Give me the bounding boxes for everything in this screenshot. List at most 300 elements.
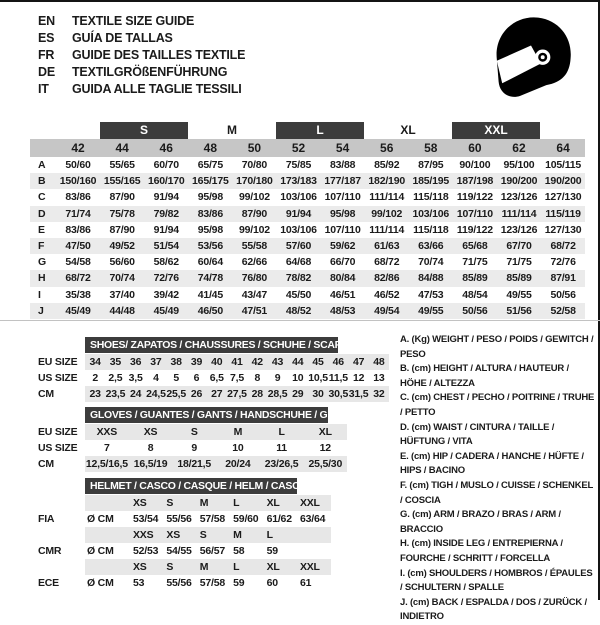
helmet-size-cell	[265, 527, 298, 543]
textile-cell: 51/54	[153, 239, 179, 252]
gloves-rows-row-2	[85, 456, 347, 472]
cell: 48	[373, 356, 385, 368]
cell: 31,5	[348, 388, 369, 400]
textile-cell: 70/80	[241, 159, 268, 171]
cell: 11	[276, 442, 287, 454]
helmet-size-cell-text: XL	[266, 561, 280, 573]
textile-cell: 65/68	[462, 239, 488, 252]
textile-cell: 46/52	[374, 288, 400, 301]
legend-item: I. (cm) SHOULDERS / HOMBROS / ÉPAULES / SCHULTERN / SPALLE	[400, 567, 593, 594]
helmet-size-cell-text: XXL	[299, 497, 320, 509]
cell: 24,5	[146, 388, 166, 400]
textile-cell: 82/86	[374, 272, 400, 285]
cell: 10,5	[308, 372, 328, 384]
helmet-value-cell-text: 57/58	[199, 577, 226, 589]
cell: 27,5	[227, 388, 247, 400]
textile-cell: 57/60	[285, 239, 312, 252]
textile-row-H	[30, 270, 585, 286]
cell: 39	[190, 356, 203, 368]
textile-cell: 115/118	[413, 191, 449, 204]
helmet-size-cell-text: M	[199, 561, 209, 573]
textile-cell: 177/187	[324, 175, 361, 188]
language-row	[38, 47, 245, 64]
textile-cell: 62/66	[241, 256, 268, 269]
textile-cell: 83/86	[197, 207, 223, 220]
cell: 10	[292, 372, 304, 384]
textile-cell: 65/75	[197, 159, 223, 171]
helmet-sizes-ECE	[85, 559, 331, 575]
cell: L	[278, 426, 285, 438]
helmet-size-cell-text: S	[166, 561, 174, 573]
helmet-size-cell	[231, 559, 264, 575]
textile-cell: 45/49	[65, 304, 91, 317]
shoes-row-label: US SIZE	[38, 372, 78, 384]
row-key: J	[38, 304, 44, 317]
helmet-size-cell-text	[298, 529, 300, 541]
helmet-value-cell-text: 52/53	[133, 545, 159, 557]
textile-cell: 63/66	[418, 239, 444, 252]
cell: 18/21,5	[177, 458, 212, 470]
cell: 16,5/19	[133, 458, 168, 470]
cell: 34	[89, 356, 101, 368]
cell: 8	[147, 442, 154, 454]
helmet-value-cell	[298, 511, 331, 527]
textile-row-J	[30, 303, 585, 319]
textile-cell: 160/170	[147, 175, 185, 188]
textile-cell: 52/58	[550, 304, 576, 317]
textile-size-group-header	[30, 122, 584, 139]
language-row	[38, 81, 245, 98]
cell: 2	[92, 372, 98, 384]
helmet-value-cell-text: 55/56	[166, 513, 192, 525]
textile-row-C	[30, 189, 585, 205]
helmet-size-cell	[231, 495, 264, 511]
helmet-standard-label: FIA	[38, 513, 55, 525]
textile-cell: 105/115	[545, 159, 582, 171]
shoes-row-label: CM	[38, 388, 54, 400]
helmet-standard-label: CMR	[38, 545, 62, 557]
textile-cell: 103/106	[280, 223, 317, 236]
cell: 43	[271, 356, 284, 368]
cell: 32	[373, 388, 385, 400]
textile-cell: 47/53	[418, 288, 444, 301]
textile-cell: 61/63	[374, 239, 400, 252]
cell: 46	[332, 356, 344, 368]
textile-cell: 95/98	[329, 207, 356, 220]
gloves-table-header: GLOVES / GUANTES / GANTS / HANDSCHUHE / GUANTI	[85, 407, 328, 423]
textile-cell: 119/122	[456, 191, 493, 204]
textile-cell: 45/50	[285, 288, 312, 301]
legend-item: J. (cm) BACK / ESPALDA / DOS / ZURÜCK / INDIETRO	[400, 596, 587, 623]
helmet-size-cell	[164, 495, 197, 511]
cell: 11,5	[328, 372, 348, 384]
gloves-row-label: CM	[38, 458, 54, 470]
language-code: DE	[38, 65, 55, 79]
cell: 28,5	[267, 388, 288, 400]
textile-cell: 45/49	[153, 304, 179, 317]
language-code: IT	[38, 82, 49, 96]
helmet-value-cell-text: 63/64	[299, 513, 326, 525]
helmet-size-cell	[265, 559, 298, 575]
cell: 25,5	[166, 388, 187, 400]
textile-cell: 91/94	[153, 223, 179, 236]
row-key: I	[38, 288, 41, 301]
size-number: 46	[159, 141, 173, 155]
textile-cell: 182/190	[368, 175, 405, 188]
textile-cell: 74/78	[197, 272, 223, 285]
cell: 28	[251, 388, 263, 400]
textile-row-G	[30, 254, 585, 270]
helmet-size-cell-text: L	[233, 497, 240, 509]
textile-cell: 48/54	[462, 288, 488, 301]
gloves-rows-row-0	[85, 424, 347, 440]
helmet-size-cell-text: S	[166, 497, 174, 509]
group-spacer	[30, 122, 100, 139]
textile-cell: 95/98	[197, 191, 223, 204]
cell: 13	[373, 372, 385, 384]
textile-cell: 46/51	[329, 288, 356, 301]
size-number: 64	[556, 141, 570, 155]
textile-cell: 67/70	[506, 239, 532, 252]
helmet-value-cell	[231, 511, 264, 527]
shoes-rows-row-2	[85, 386, 389, 402]
helmet-size-cell-text: XS	[133, 497, 147, 509]
cell: 30	[312, 388, 324, 400]
helmet-value-cell	[164, 511, 197, 527]
cell: 23/26,5	[264, 458, 299, 470]
textile-cell: 68/72	[65, 272, 91, 285]
helmet-value-cell	[265, 511, 298, 527]
unit-label-text: Ø CM	[87, 577, 114, 589]
textile-cell: 85/92	[374, 159, 400, 171]
cell: 12,5/16,5	[85, 458, 128, 470]
textile-cell: 43/47	[241, 288, 268, 301]
helmet-size-cell	[131, 559, 164, 575]
textile-cell: 99/102	[238, 191, 270, 204]
legend-item: B. (cm) HEIGHT / ALTURA / HAUTEUR / HÖHE / ALTEZZA	[400, 363, 569, 389]
helmet-size-cell	[131, 495, 164, 511]
textile-measurement-rows	[30, 157, 585, 319]
helmet-size-cell-text: XS	[166, 529, 180, 541]
row-key: G	[38, 256, 46, 269]
size-number: 56	[380, 141, 394, 155]
textile-cell: 79/82	[153, 207, 179, 220]
helmet-size-cell	[298, 527, 331, 543]
row-key: D	[38, 207, 46, 220]
cell: 20/24	[225, 458, 251, 470]
cell: M	[233, 426, 243, 438]
textile-cell: 85/89	[462, 272, 488, 285]
cell: 23	[89, 388, 101, 400]
textile-cell: 83/86	[65, 191, 91, 204]
textile-row-D	[30, 206, 585, 222]
textile-cell: 103/106	[280, 191, 317, 204]
cell: 6	[193, 372, 200, 384]
textile-cell: 83/86	[65, 223, 91, 236]
textile-cell: 68/72	[374, 256, 400, 269]
helmet-size-cell	[231, 527, 264, 543]
size-number: 54	[335, 141, 350, 155]
helmet-value-cell-text: 56/57	[199, 545, 226, 557]
helmet-value-cell	[198, 575, 231, 591]
racing-helmet-icon	[486, 12, 576, 106]
textile-cell: 50/56	[550, 288, 576, 301]
textile-cell: 99/102	[238, 223, 270, 236]
helmet-size-cell-text: XXL	[299, 561, 320, 573]
helmet-value-cell-text: 57/58	[199, 513, 226, 525]
guide-title: GUÍA DE TALLAS	[72, 31, 173, 45]
helmet-size-cell-text: XL	[266, 497, 280, 509]
helmet-size-cell	[164, 559, 197, 575]
size-group-S: S	[100, 122, 188, 139]
legend-item: E. (cm) HIP / CADERA / HANCHE / HÜFTE / HIPS / BACINO	[400, 450, 584, 477]
textile-cell: 127/130	[544, 191, 582, 204]
textile-cell: 50/60	[65, 159, 91, 171]
helmet-value-cell-text: 53/54	[133, 513, 159, 525]
group-spacer	[540, 122, 584, 139]
textile-cell: 173/183	[280, 175, 317, 188]
textile-cell: 155/165	[103, 175, 141, 188]
cell: 23,5	[105, 388, 126, 400]
cell: 7,5	[229, 372, 244, 384]
cell: 41	[231, 356, 243, 368]
textile-cell: 95/98	[197, 223, 223, 236]
unit-label-text: Ø CM	[87, 513, 114, 525]
cell: 25,5/30	[308, 458, 343, 470]
textile-cell: 91/94	[153, 191, 179, 204]
textile-cell: 71/75	[462, 256, 488, 269]
textile-cell: 55/65	[109, 159, 135, 171]
textile-cell: 70/74	[418, 256, 444, 269]
textile-cell: 37/40	[109, 288, 135, 301]
size-number: 48	[203, 141, 217, 155]
helmet-value-cell-text: 61/62	[266, 513, 292, 525]
textile-cell: 44/48	[109, 304, 135, 317]
textile-cell: 72/76	[550, 256, 576, 269]
helmet-sizes-CMR	[85, 527, 331, 543]
textile-cell: 111/114	[369, 223, 405, 236]
language-title-list	[38, 13, 245, 98]
cell: XS	[143, 426, 158, 438]
size-number: 42	[71, 141, 85, 155]
helmet-size-cell	[198, 527, 231, 543]
cell: 47	[352, 356, 365, 368]
helmet-size-cell	[265, 495, 298, 511]
size-group-M: M	[227, 123, 237, 137]
textile-cell: 165/175	[192, 175, 229, 188]
textile-row-I	[30, 287, 585, 303]
cell	[85, 527, 131, 543]
textile-cell: 48/53	[329, 304, 356, 317]
cell	[85, 559, 131, 575]
size-number: 62	[512, 141, 526, 155]
helmet-value-cell	[198, 511, 231, 527]
measurement-legend	[400, 333, 596, 625]
textile-cell: 71/75	[506, 256, 532, 269]
textile-cell: 190/200	[544, 175, 582, 188]
textile-cell: 111/114	[501, 207, 537, 220]
textile-cell: 170/180	[236, 175, 273, 188]
textile-row-A	[30, 157, 585, 173]
cell: 10	[232, 442, 244, 454]
helmet-values-CMR	[85, 543, 331, 559]
language-row	[38, 13, 245, 30]
textile-row-F	[30, 238, 585, 254]
textile-cell: 123/126	[500, 223, 538, 236]
legend-item: A. (Kg) WEIGHT / PESO / POIDS / GEWITCH / PESO	[400, 334, 594, 360]
textile-cell: 103/106	[412, 207, 450, 220]
size-group-L: L	[276, 122, 364, 139]
shoes-rows-row-0	[85, 354, 389, 370]
textile-cell: 47/51	[241, 304, 268, 317]
textile-cell: 76/80	[241, 272, 268, 285]
top-border-line	[0, 0, 600, 2]
size-number: 60	[468, 141, 482, 155]
textile-cell: 87/90	[109, 223, 135, 236]
textile-cell: 150/160	[59, 175, 97, 188]
cell: 40	[211, 356, 223, 368]
textile-cell: 185/195	[412, 175, 450, 188]
language-code: FR	[38, 48, 55, 62]
row-key: E	[38, 223, 45, 236]
cell: XXS	[96, 426, 118, 438]
helmet-value-cell-text: 60	[266, 577, 278, 589]
cell: 9	[274, 372, 281, 384]
helmet-value-cell	[298, 575, 331, 591]
cell: 30,5	[328, 388, 349, 400]
textile-cell: 75/85	[285, 159, 312, 171]
textile-cell: 71/74	[65, 207, 91, 220]
guide-title: TEXTILE SIZE GUIDE	[72, 14, 195, 28]
helmet-size-cell-text: XS	[133, 561, 147, 573]
textile-cell: 39/42	[153, 288, 179, 301]
unit-label	[85, 575, 131, 591]
size-number: 58	[424, 141, 438, 155]
cell: 9	[191, 442, 198, 454]
textile-cell: 84/88	[418, 272, 444, 285]
textile-cell: 87/90	[109, 191, 135, 204]
textile-cell: 59/62	[329, 239, 356, 252]
helmet-value-cell	[164, 575, 197, 591]
cell: 5	[173, 372, 180, 384]
helmet-value-cell-text: 58	[233, 545, 245, 557]
helmet-standard-label: ECE	[38, 577, 59, 589]
helmet-value-cell-text: 59	[233, 577, 245, 589]
cell: 6,5	[209, 372, 224, 384]
shoes-rows-row-1	[85, 370, 389, 386]
cell: 36	[130, 356, 142, 368]
textile-cell: 60/64	[197, 256, 223, 269]
cell: 2,5	[108, 372, 123, 384]
textile-cell: 66/70	[329, 256, 356, 269]
row-key: F	[38, 239, 45, 252]
cell: 45	[312, 356, 324, 368]
helmet-table-header: HELMET / CASCO / CASQUE / HELM / CASCO	[85, 478, 297, 494]
unit-label	[85, 543, 131, 559]
size-group-XL: XL	[400, 123, 416, 137]
helmet-value-cell	[231, 575, 264, 591]
textile-cell: 91/94	[285, 207, 312, 220]
cell: 26	[190, 388, 203, 400]
textile-cell: 111/114	[369, 191, 405, 204]
helmet-value-cell-text: 61	[299, 577, 312, 589]
helmet-value-cell	[298, 543, 331, 559]
helmet-size-cell-text: XXS	[133, 529, 154, 541]
helmet-value-cell	[265, 543, 298, 559]
cell	[85, 495, 131, 511]
textile-cell: 123/126	[500, 191, 538, 204]
helmet-size-cell	[198, 495, 231, 511]
guide-title: GUIDE DES TAILLES TEXTILE	[72, 48, 246, 62]
helmet-size-cell-text: S	[199, 529, 207, 541]
textile-cell: 56/60	[109, 256, 135, 269]
unit-label-text: Ø CM	[87, 545, 114, 557]
guide-title: GUIDA ALLE TAGLIE TESSILI	[72, 82, 242, 96]
helmet-value-cell-text: 53	[133, 577, 145, 589]
textile-cell: 90/100	[459, 159, 491, 171]
textile-cell: 115/119	[545, 207, 581, 220]
legend-item: H. (cm) INSIDE LEG / ENTREPIERNA / FOURCHE / SCHRITT / FORCELLA	[400, 538, 563, 564]
section-divider	[0, 320, 600, 321]
row-key: B	[38, 175, 46, 188]
cell: 38	[170, 356, 182, 368]
textile-cell: 87/90	[241, 207, 268, 220]
legend-item: F. (cm) TIGH / MUSLO / CUISSE / SCHENKEL / COSCIA	[400, 479, 593, 506]
helmet-value-cell-text: 59	[266, 545, 278, 557]
textile-cell: 95/100	[503, 159, 535, 171]
helmet-value-cell-text: 59/60	[233, 513, 259, 525]
gloves-row-label: EU SIZE	[38, 426, 78, 438]
helmet-size-cell	[298, 559, 331, 575]
textile-cell: 72/76	[153, 272, 179, 285]
helmet-size-cell	[164, 527, 197, 543]
textile-cell: 99/102	[371, 207, 403, 220]
language-code: ES	[38, 31, 55, 45]
textile-cell: 51/56	[506, 304, 532, 317]
guide-title: TEXTILGRÖßENFÜHRUNG	[72, 65, 228, 79]
language-code: EN	[38, 14, 55, 28]
helmet-value-cell-text: 55/56	[166, 577, 192, 589]
shoes-row-label: EU SIZE	[38, 356, 78, 368]
shoes-table-header: SHOES/ ZAPATOS / CHAUSSURES / SCHUHE / SCARPE	[85, 337, 338, 353]
textile-cell: 85/89	[506, 272, 532, 285]
textile-cell: 87/91	[550, 272, 576, 285]
helmet-value-cell	[131, 511, 164, 527]
cell: 24	[130, 388, 142, 400]
cell: 8	[254, 372, 261, 384]
textile-cell: 107/110	[456, 207, 493, 220]
language-row	[38, 30, 245, 47]
textile-cell: 49/55	[506, 288, 532, 301]
cell: 12	[319, 442, 331, 454]
helmet-size-cell-text: L	[266, 529, 273, 541]
textile-cell: 75/78	[109, 207, 135, 220]
cell: 7	[104, 442, 110, 454]
helmet-value-cell-text	[298, 545, 300, 557]
textile-cell: 107/110	[324, 191, 361, 204]
textile-cell: 49/52	[109, 239, 135, 252]
textile-cell: 53/56	[197, 239, 223, 252]
textile-cell: 127/130	[544, 223, 582, 236]
helmet-size-cell	[198, 559, 231, 575]
helmet-value-cell-text: 54/55	[166, 545, 192, 557]
legend-item: D. (cm) WAIST / CINTURA / TAILLE / HÜFTUNG / VITA	[400, 421, 555, 448]
textile-row-E	[30, 222, 585, 238]
textile-cell: 64/68	[285, 256, 312, 269]
cell: 37	[150, 356, 162, 368]
textile-cell: 54/58	[65, 256, 91, 269]
row-key: A	[38, 159, 46, 171]
